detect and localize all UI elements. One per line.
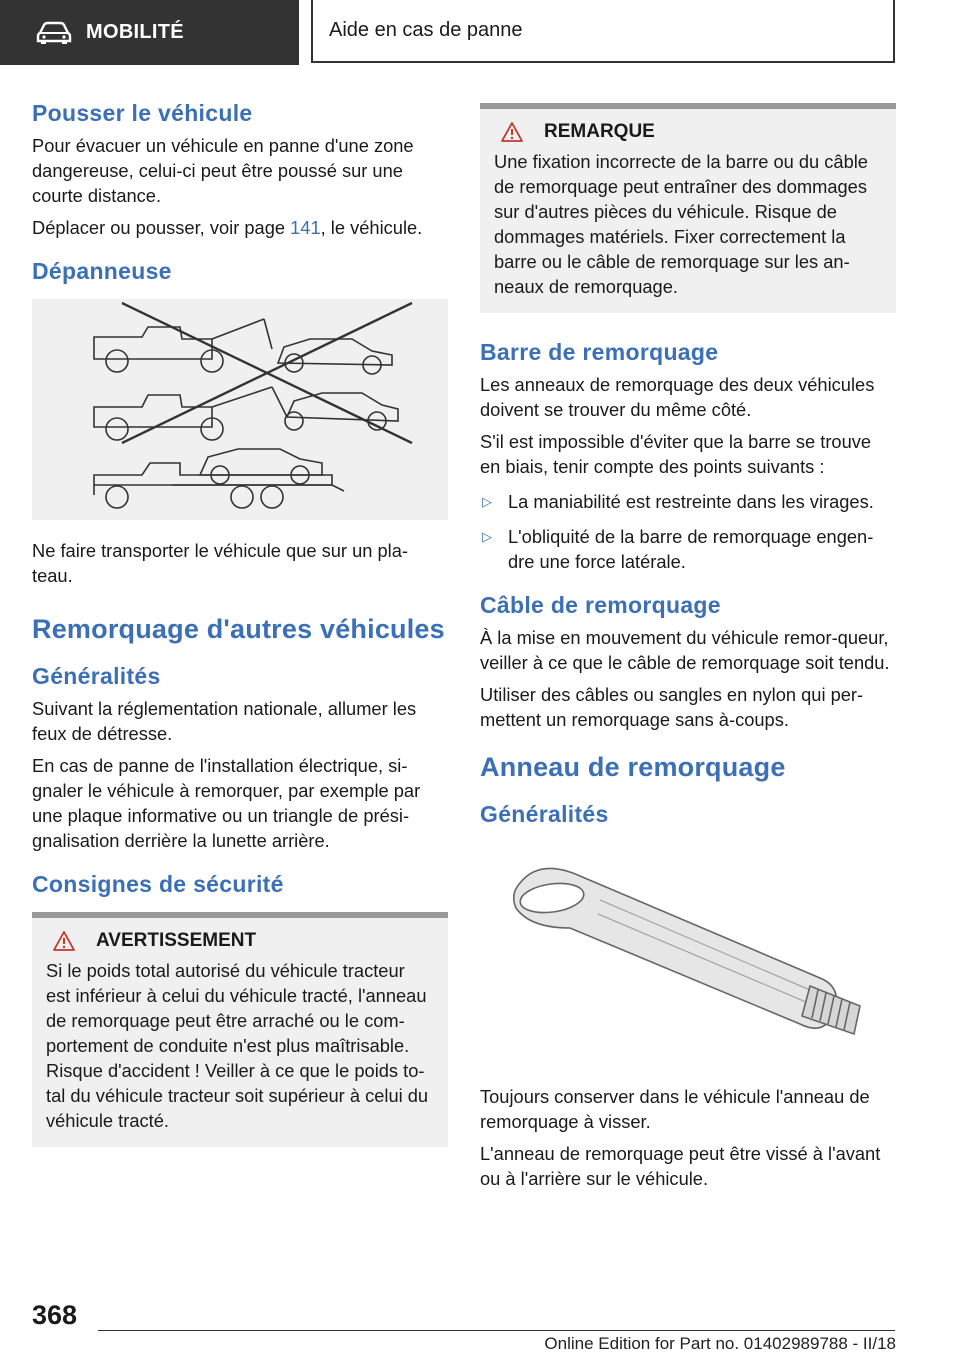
- tow-eye-paragraph-2: L'anneau de remorquage peut être vissé à l'avant ou à l'arrière sur le véhicule.: [480, 1143, 881, 1189]
- chapter-header: [311, 0, 895, 63]
- general-paragraph-2: En cas de panne de l'installation électrique, si-gnaler le véhicule à remorquer, par exemple par une plaque informative ou un triangle de prési-gnalisation derrière la lunette arrière.: [32, 755, 421, 851]
- tow-eye-paragraph-1: Toujours conserver dans le véhicule l'anneau de remorquage à visser.: [480, 1086, 870, 1132]
- tow-eye-illustration: [480, 838, 896, 1068]
- tow-truck-illustration: [32, 299, 448, 520]
- edition-footer: Online Edition for Part no. 01402989788 - II/18: [544, 1334, 896, 1353]
- warning-triangle-icon: [500, 121, 524, 143]
- page-number: 368: [32, 1300, 78, 1330]
- list-item: ▷ La maniabilité est restreinte dans les virages.: [482, 491, 874, 512]
- left-column: [32, 100, 448, 1147]
- footer-rule: [98, 1330, 895, 1331]
- right-column: [480, 103, 896, 1198]
- tow-bar-list: [480, 489, 896, 574]
- tow-bar-paragraph-2: S'il est impossible d'éviter que la barre se trouve en biais, tenir compte des points suivants :: [480, 431, 872, 477]
- warning-text: Si le poids total autorisé du véhicule tracteur est inférieur à celui du véhicule tracté, l'anneau de remorquage peut être arraché ou le com-portement de conduite n'est plus maîtrisable. Risque d'accident ! Veiller à ce que le poids to-tal du véhicule tracteur soit supérieur à celui du véhicule tracté.: [46, 960, 429, 1131]
- tow-truck-heading: Dépanneuse: [32, 258, 172, 284]
- tow-eye-drawing: [480, 838, 896, 1068]
- chapter-title: Aide en cas de panne: [329, 19, 523, 41]
- car-icon: [36, 21, 72, 45]
- header-section-tab: [0, 0, 299, 65]
- general-paragraph-1: Suivant la réglementation nationale, allumer les feux de détresse.: [32, 698, 417, 744]
- note-text: Une fixation incorrecte de la barre ou du câble de remorquage peut entraîner des dommages sur d'autres pièces du véhicule. Risque de dommages matériels. Fixer correctement la barre ou le câble de remorquage sur les an-neaux de remorquage.: [494, 151, 868, 297]
- triangle-bullet-icon: ▷: [482, 529, 492, 544]
- warning-triangle-icon: [52, 930, 76, 952]
- tow-bar-paragraph-1: Les anneaux de remorquage des deux véhicules doivent se trouver du même côté.: [480, 374, 875, 420]
- tow-cable-paragraph-2: Utiliser des câbles ou sangles en nylon qui per-mettent un remorquage sans à-coups.: [480, 684, 864, 730]
- page-link[interactable]: 141: [290, 217, 321, 238]
- tow-truck-drawing: [32, 299, 448, 520]
- section-title: MOBILITÉ: [86, 21, 184, 43]
- tow-truck-paragraph: Ne faire transporter le véhicule que sur un pla-teau.: [32, 540, 408, 586]
- safety-heading: Consignes de sécurité: [32, 871, 284, 897]
- towing-heading: Remorquage d'autres véhicules: [32, 614, 445, 644]
- note-box: [480, 103, 896, 313]
- warning-title: AVERTISSEMENT: [96, 930, 257, 951]
- general-heading: Généralités: [32, 663, 161, 689]
- pushing-heading: Pousser le véhicule: [32, 100, 253, 126]
- pushing-reference: Déplacer ou pousser, voir page 141, le véhicule.: [32, 217, 423, 238]
- tow-eye-general-heading: Généralités: [480, 801, 609, 827]
- pushing-paragraph: Pour évacuer un véhicule en panne d'une zone dangereuse, celui-ci peut être poussé sur une courte distance.: [32, 135, 414, 206]
- tow-cable-heading: Câble de remorquage: [480, 592, 721, 618]
- triangle-bullet-icon: ▷: [482, 494, 492, 509]
- tow-bar-heading: Barre de remorquage: [480, 339, 719, 365]
- warning-box: [32, 912, 448, 1147]
- tow-eye-heading: Anneau de remorquage: [480, 752, 786, 782]
- note-title: REMARQUE: [544, 121, 655, 142]
- tow-cable-paragraph-1: À la mise en mouvement du véhicule remor-queur, veiller à ce que le câble de remorquage soit tendu.: [480, 627, 890, 673]
- list-item: ▷ L'obliquité de la barre de remorquage engen-dre une force latérale.: [482, 526, 874, 572]
